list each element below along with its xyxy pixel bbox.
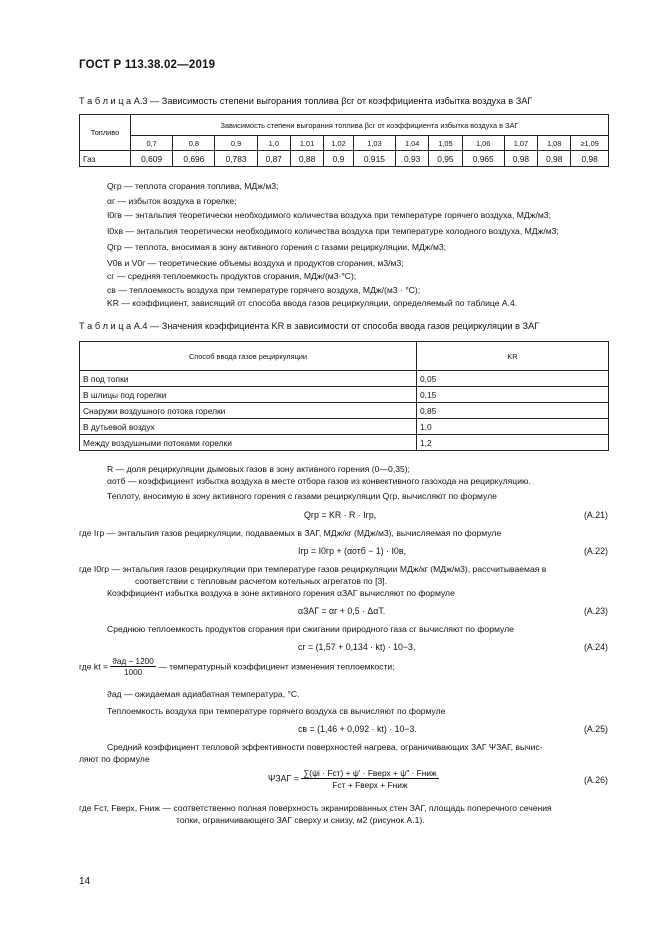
table-a3-alpha-row <box>80 136 609 151</box>
table-a3-value-cell: 0,87 <box>257 151 290 167</box>
formula-a22-number: (А.22) <box>584 546 608 556</box>
paragraph-7-line-2: ляют по формуле <box>79 754 150 764</box>
table-a3-alpha-cell: 1,06 <box>462 136 504 151</box>
table-a3 <box>79 114 609 167</box>
table-a4-method-cell: В под топки <box>80 371 417 387</box>
table-a3-alpha-cell: 1,08 <box>538 136 571 151</box>
table-a3-alpha-cell: 1,02 <box>324 136 354 151</box>
table-a3-value-cell: 0,965 <box>462 151 504 167</box>
theta-definition: ϑад — ожидаемая адиабатная температура, °C. <box>107 689 300 699</box>
formula-a23: αЗАГ = αг + 0,5 · ΔαТ. <box>298 606 386 616</box>
table-a4-col-k: KR <box>417 342 609 371</box>
table-row <box>80 419 609 435</box>
page-number: 14 <box>79 876 91 887</box>
table-a3-value-cell: 0,609 <box>131 151 173 167</box>
paragraph-4: Коэффициент избытка воздуха в зоне активного горения αЗАГ вычисляют по формуле <box>107 588 455 598</box>
paragraph-8-line-1: где Fст, Fверх, Fниж — соответственно полная поверхность экранированных стен ЗАГ, площадь поперечного сечения <box>79 803 552 813</box>
table-a3-alpha-cell: 0,8 <box>173 136 215 151</box>
paragraph-6: Теплоемкость воздуха при температуре горячего воздуха cв вычисляют по формуле <box>107 706 446 716</box>
kt-description: — температурный коэффициент изменения теплоемкости; <box>158 661 395 672</box>
definition-item: Qгр — теплота, вносимая в зону активного горения с газами рециркуляции, МДж/м3; <box>107 242 447 252</box>
definition-item: Qгр — теплота сгорания топлива, МДж/м3; <box>107 181 279 191</box>
document-header: ГОСТ Р 113.38.02—2019 <box>79 59 216 71</box>
table-a3-alpha-cell: 1,04 <box>396 136 429 151</box>
formula-a22: Iгр = I0гр + (αотб − 1) · I0в, <box>298 546 406 556</box>
table-row <box>80 403 609 419</box>
paragraph-7-line-1: Средний коэффициент тепловой эффективности поверхностей нагрева, ограничивающих ЗАГ ΨЗАГ, вычис- <box>107 742 543 752</box>
definition-item: I0хв — энтальпия теоретически необходимого количества воздуха при температуре холодного воздуха, МДж/м3; <box>107 226 559 236</box>
table-a4-k-cell: 1,0 <box>417 419 609 435</box>
table-row <box>80 371 609 387</box>
table-a3-value-row <box>80 151 609 167</box>
table-a3-alpha-cell: 1,03 <box>353 136 395 151</box>
kt-denominator: 1000 <box>123 668 143 677</box>
table-a3-value-cell: 0,9 <box>324 151 354 167</box>
paragraph-3-line-2: соответствии с тепловым расчетом котельных агрегатов по [3]. <box>135 576 388 586</box>
formula-a24: cг = (1,57 + 0,134 · kt) · 10−3, <box>298 642 416 652</box>
formula-a26-number: (А.26) <box>584 775 608 785</box>
table-a3-alpha-cell: 1,05 <box>429 136 462 151</box>
table-a3-alpha-cell: 0,9 <box>215 136 257 151</box>
formula-a26-denominator: Fст + Fверх + Fниж <box>332 780 408 790</box>
table-a3-value-cell: 0,88 <box>290 151 323 167</box>
table-a4-col-method: Способ ввода газов рециркуляции <box>80 342 417 371</box>
table-a4-k-cell: 1,2 <box>417 435 609 451</box>
paragraph-5: Среднюю теплоемкость продуктов сгорания при сжигании природного газа cг вычисляют по формуле <box>107 624 514 634</box>
definition-item: cг — средняя теплоемкость продуктов сгорания, МДж/(м3·°C); <box>107 271 357 281</box>
table-a3-alpha-cell: 1,01 <box>290 136 323 151</box>
table-a4-k-cell: 0,05 <box>417 371 609 387</box>
kt-prefix: где kt = <box>79 661 109 672</box>
definition-item: I0гв — энтальпия теоретически необходимого количества воздуха при температуре горячего воздуха, МДж/м3; <box>107 210 551 220</box>
formula-a26-numerator: ∑(ψi · Fст) + ψ′ · Fверх + ψ″ · Fниж <box>303 768 437 778</box>
definition-item: cв — теплоемкость воздуха при температуре горячего воздуха, МДж/(м3 · °C); <box>107 285 421 295</box>
formula-a21: Qгр = KR · R · Iгр, <box>304 510 377 520</box>
table-a3-value-cell: 0,783 <box>215 151 257 167</box>
formula-a26-fraction <box>301 768 438 790</box>
table-a3-fuel-cell: Газ <box>80 151 131 167</box>
table-a3-value-cell: 0,95 <box>429 151 462 167</box>
table-a4-method-cell: Снаружи воздушного потока горелки <box>80 403 417 419</box>
table-a3-value-cell: 0,93 <box>396 151 429 167</box>
formula-a25: cв = (1,46 + 0,092 · kt) · 10−3. <box>298 724 417 734</box>
table-row <box>80 387 609 403</box>
table-a3-value-cell: 0,98 <box>538 151 571 167</box>
table-a3-alpha-cell: ≥1,09 <box>571 136 609 151</box>
kt-fraction <box>110 657 155 677</box>
formula-a24-number: (А.24) <box>584 642 608 652</box>
table-row <box>80 435 609 451</box>
table-a4-method-cell: Между воздушными потоками горелки <box>80 435 417 451</box>
table-a3-alpha-cell: 1,0 <box>257 136 290 151</box>
alpha-definition: αотб — коэффициент избытка воздуха в месте отбора газов из конвективного газохода на рециркуляцию. <box>107 476 531 486</box>
table-a3-value-cell: 0,915 <box>353 151 395 167</box>
kt-definition <box>79 657 395 677</box>
paragraph-3-line-1: где I0гр — энтальпия газов рециркуляции при температуре газов рециркуляции МДж/кг (МДж/м3), рассчитываемая в <box>79 564 547 574</box>
table-a3-alpha-cell: 1,07 <box>504 136 537 151</box>
table-a3-alpha-cell: 0,7 <box>131 136 173 151</box>
definition-item: V0в и V0г — теоретические объемы воздуха и продуктов сгорания, м3/м3; <box>107 258 404 268</box>
table-a3-value-cell: 0,696 <box>173 151 215 167</box>
definition-item: KR — коэффициент, зависящий от способа ввода газов рециркуляции, определяемый по таблице А.4. <box>107 298 518 308</box>
paragraph-2: где Iгр — энтальпия газов рециркуляции, подаваемых в ЗАГ, МДж/кг (МДж/м3), вычисляемая по формуле <box>79 528 502 538</box>
formula-a21-number: (А.21) <box>584 510 608 520</box>
table-a3-caption: Т а б л и ц а А.3 — Зависимость степени выгорания топлива βсг от коэффициента избытка воздуха в ЗАГ <box>79 96 533 106</box>
table-a4-k-cell: 0,85 <box>417 403 609 419</box>
paragraph-8-line-2: топки, ограничивающего ЗАГ сверху и снизу, м2 (рисунок А.1). <box>176 815 425 825</box>
formula-a25-number: (А.25) <box>584 724 608 734</box>
r-definition: R — доля рециркуляции дымовых газов в зону активного горения (0—0,35); <box>107 464 411 474</box>
table-a4-method-cell: В шлицы под горелки <box>80 387 417 403</box>
table-a4 <box>79 341 609 451</box>
table-a3-value-cell: 0,98 <box>504 151 537 167</box>
table-a3-group-header: Зависимость степени выгорания топлива βсг от коэффициента избытка воздуха в ЗАГ <box>131 115 609 136</box>
kt-numerator: ϑад − 1200 <box>112 657 154 666</box>
formula-a26-lhs: ΨЗАГ = <box>268 773 299 784</box>
formula-a26 <box>268 768 439 790</box>
paragraph-1: Теплоту, вносимую в зону активного горения с газами рециркуляции Qгр, вычисляют по формуле <box>107 491 497 501</box>
table-a3-value-cell: 0,98 <box>571 151 609 167</box>
table-a4-k-cell: 0,15 <box>417 387 609 403</box>
table-a4-method-cell: В дутьевой воздух <box>80 419 417 435</box>
table-a4-caption: Т а б л и ц а А.4 — Значения коэффициента KR в зависимости от способа ввода газов рециркуляции в ЗАГ <box>79 321 540 331</box>
formula-a23-number: (А.23) <box>584 606 608 616</box>
table-a3-col-fuel: Топливо <box>80 115 131 151</box>
definition-item: αг — избыток воздуха в горелке; <box>107 196 237 206</box>
